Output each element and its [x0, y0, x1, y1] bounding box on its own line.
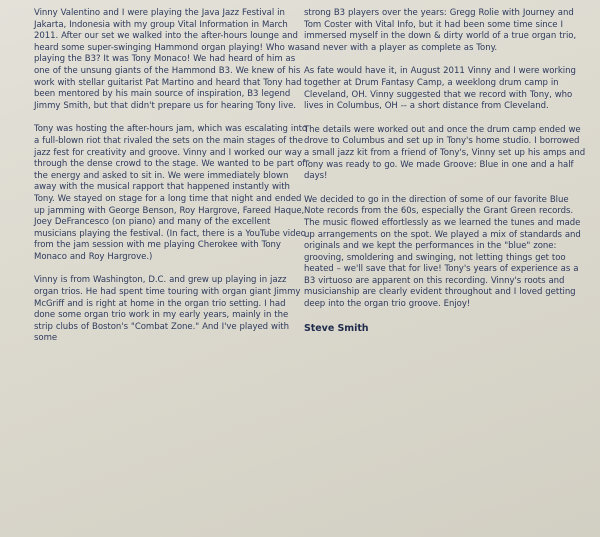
paragraph-blue-note-direction: We decided to go in the direction of some of our favorite Blue Note records from the 60s, especially the Grant Green records. The music flowed effortlessly as we learned the tunes and made up arrangements on the spot. We played a mix of standards and originals and we kept the performances in the "blue" zone: grooving, smoldering and swinging, not letting things get too heated – we'll save that for live! Tony's years of experience as a B3 virtuoso are apparent on this recording. Vinny's roots and musicianship are clearly evident throughout and I loved getting deep into the organ trio groove. Enjoy!	[304, 194, 581, 310]
paragraph-recording-details: The details were worked out and once the drum camp ended we drove to Columbus and set up in Tony's home studio. I borrowed a small jazz kit from a friend of Tony's, Vinny set up his amps and Tony was ready to go. We made Groove: Blue in one and a half days!	[304, 124, 586, 182]
paragraph-after-hours-jam: Tony was hosting the after-hours jam, which was escalating into a full-blown riot that rivaled the sets on the main stages of the jazz fest for creativity and groove. Vinny and I worked our way through the dense crowd to the stage. We wanted to be part of the energy and asked to sit in. We were immediately blown away with the musical rapport that happened instantly with Tony. We stayed on stage for a long time that night and ended up jamming with George Benson, Roy Hargrove, Fareed Haque, Joey DeFrancesco (on piano) and many of the excellent musicians playing the festival. (In fact, there is a YouTube video from the jam session with me playing Cherokee with Tony Monaco and Roy Hargrove.)	[34, 124, 308, 262]
paragraph-drum-fantasy-camp: As fate would have it, in August 2011 Vinny and I were working together at Drum Fantasy Camp, a weeklong drum camp in Cleveland, OH. Vinny suggested that we record with Tony, who lives in Columbus, OH -- a short distance from Cleveland.	[304, 66, 576, 112]
paragraph-b3-players: strong B3 players over the years: Gregg Rolie with Journey and Tom Coster with Vital Info, but it had been some time since I immersed myself in the down & dirty world of a true organ trio, and never with a player as complete as Tony.	[304, 8, 577, 53]
left-column	[34, 8, 308, 357]
paragraph-java-jazz-festival: Vinny Valentino and I were playing the Java Jazz Festival in Jakarta, Indonesia with my group Vital Information in March 2011. After our set we walked into the after-hours lounge and heard some super-swinging Hammond organ playing! Who was playing the B3? It was Tony Monaco! We had heard of him as one of the unsung giants of the Hammond B3. We knew of his work with stellar guitarist Pat Martino and heard that Tony had been mentored by his main source of inspiration, B3 legend Jimmy Smith, but that didn't prepare us for hearing Tony live.	[34, 8, 305, 111]
author-signature: Steve Smith	[304, 322, 369, 334]
right-column	[304, 8, 586, 334]
paragraph-vinny-background: Vinny is from Washington, D.C. and grew up playing in jazz organ trios. He had spent time touring with organ giant Jimmy McGriff and is right at home in the organ trio setting. I had done some organ trio work in my early years, mainly in the strip clubs of Boston's "Combat Zone." And I've played with some	[34, 275, 301, 344]
